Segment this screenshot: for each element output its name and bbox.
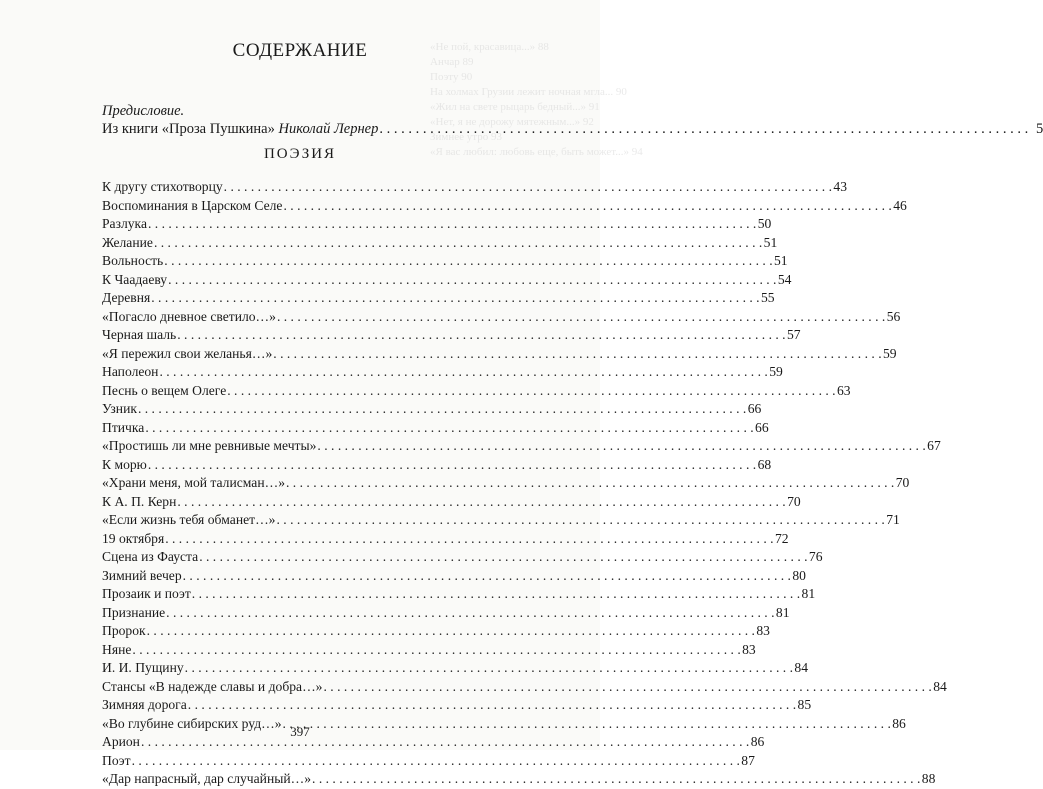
toc-entry-page: 86 [892, 715, 906, 731]
toc-entry [102, 382, 851, 401]
toc-entry-page: 59 [883, 345, 897, 361]
dot-leader [147, 622, 755, 641]
toc-entry [102, 400, 762, 419]
toc-entry-page: 51 [774, 253, 788, 268]
toc-entry-page: 56 [886, 308, 901, 324]
toc-entry-page: 76 [808, 549, 823, 564]
toc-entry-title: «Храни меня, мой талисман…» [102, 475, 285, 490]
preface-label: Предисловие. [102, 103, 185, 119]
dot-leader [227, 382, 835, 401]
toc-entry [102, 178, 847, 197]
toc-entry [102, 530, 789, 549]
bleed-through-line: «Я вас любил: любовь еще, быть может...» 94 [430, 146, 643, 158]
toc-entry [102, 604, 790, 623]
dot-leader [192, 585, 800, 604]
dot-leader [379, 120, 1028, 138]
toc-entry [102, 456, 772, 475]
dot-leader [164, 252, 772, 271]
toc-entry [102, 252, 788, 271]
toc-entry [102, 622, 770, 641]
toc-entry-page: 85 [797, 697, 812, 712]
section-title: ПОЭЗИЯ [263, 146, 337, 162]
page-title: СОДЕРЖАНИЕ [232, 40, 368, 61]
toc-entry-page: 83 [756, 623, 770, 638]
toc-entry-page: 63 [836, 382, 851, 398]
preface-page: 5 [1035, 121, 1043, 137]
toc-entry-page: 43 [833, 179, 847, 194]
dot-leader [148, 456, 756, 475]
toc-entry-page: 84 [933, 678, 947, 694]
toc-entry-title: Пророк [102, 623, 146, 638]
toc-entry-page: 67 [927, 438, 941, 453]
dot-leader [151, 289, 759, 308]
toc-entry [102, 659, 808, 678]
toc-entry-title: Песнь о вещем Олеге [102, 382, 227, 398]
toc-entry-page: 66 [747, 401, 762, 416]
toc-entry-title: Арион [102, 734, 140, 749]
bleed-through-line: «Не пой, красавица...» 88 [430, 41, 549, 53]
bleed-through-line: Зимнее утро 93 [430, 131, 502, 143]
toc-entry [102, 678, 947, 697]
toc-entry-page: 51 [763, 234, 778, 250]
toc-entry-title: Черная шаль [102, 327, 177, 342]
toc-entry-page: 84 [794, 660, 808, 675]
toc-entry [102, 696, 812, 715]
toc-entry-page: 81 [801, 586, 816, 601]
dot-leader [199, 548, 807, 567]
dot-leader [273, 345, 881, 364]
dot-leader [312, 770, 920, 789]
bleed-through-line: Поэту 90 [430, 71, 473, 83]
dot-leader [166, 604, 774, 623]
toc-entry-title: Вольность [102, 253, 164, 268]
dot-leader [132, 641, 740, 660]
toc-entry-page: 50 [757, 216, 772, 231]
toc-entry-page: 55 [760, 290, 775, 305]
toc-entry [102, 271, 792, 290]
toc-entry-title: Узник [102, 401, 137, 416]
preface-author: Николай Лернер [278, 121, 379, 137]
toc-entry [102, 493, 801, 512]
dot-leader [185, 659, 793, 678]
toc-entry-title: Сцена из Фауста [102, 549, 199, 564]
toc-entry-page: 59 [769, 364, 783, 379]
toc-entry-page: 83 [742, 641, 756, 657]
toc-entry-page: 46 [893, 197, 907, 213]
toc-entry [102, 215, 772, 234]
toc-entry-title: К морю [102, 456, 147, 472]
dot-leader [165, 530, 773, 549]
toc-entry-title: Прозаик и поэт [102, 586, 191, 601]
toc-entry-title: Птичка [102, 419, 145, 435]
toc-entry-page: 54 [777, 271, 792, 287]
dot-leader [138, 400, 746, 419]
toc-entry [102, 752, 755, 771]
toc-entry-page: 86 [750, 734, 765, 749]
toc-list [102, 178, 947, 789]
toc-entry-page: 87 [741, 752, 755, 768]
dot-leader [168, 271, 776, 290]
toc-entry-title: К А. П. Керн [102, 493, 177, 509]
toc-entry [102, 363, 783, 382]
toc-entry-title: Желание [102, 234, 153, 250]
toc-entry [102, 770, 936, 789]
dot-leader [286, 474, 894, 493]
preface-entry-text [102, 120, 378, 138]
dot-leader [145, 419, 753, 438]
toc-entry [102, 289, 775, 308]
toc-entry-title: Деревня [102, 290, 151, 305]
toc-entry-page: 81 [775, 604, 790, 620]
dot-leader [148, 215, 756, 234]
toc-entry [102, 197, 907, 216]
dot-leader [177, 493, 785, 512]
toc-entry [102, 641, 756, 660]
toc-entry-page: 71 [886, 512, 900, 527]
toc-entry [102, 345, 897, 364]
toc-entry-page: 57 [786, 327, 801, 342]
toc-entry-title: Зимняя дорога [102, 697, 187, 712]
toc-entry [102, 308, 901, 327]
toc-entry [102, 567, 806, 586]
toc-entry-title: «Простишь ли мне ревнивые мечты» [102, 438, 317, 453]
toc-entry [102, 419, 769, 438]
toc-entry [102, 511, 900, 530]
toc-entry [102, 585, 816, 604]
toc-entry-title: 19 октября [102, 530, 165, 546]
dot-leader [183, 567, 791, 586]
toc-entry-title: Стансы «В надежде славы и добра…» [102, 678, 323, 694]
toc-entry-title: И. И. Пущину [102, 660, 184, 675]
toc-entry-page: 88 [921, 771, 936, 786]
toc-entry-title: Поэт [102, 752, 131, 768]
bleed-through-line: На холмах Грузии лежит ночная мгла... 90 [430, 86, 627, 98]
dot-leader [188, 696, 796, 715]
toc-entry-title: Няне [102, 641, 132, 657]
toc-entry-page: 72 [774, 530, 789, 546]
toc-entry-page: 68 [757, 456, 772, 472]
toc-entry-title: «Во глубине сибирских руд…» [102, 715, 282, 731]
page-number: 397 [290, 724, 310, 739]
toc-entry-title: «Дар напрасный, дар случайный…» [102, 771, 312, 786]
bleed-through-line: Анчар 89 [430, 56, 474, 68]
preface-source: Из книги «Проза Пушкина» [102, 121, 275, 137]
dot-leader [323, 678, 931, 697]
toc-entry [102, 474, 910, 493]
toc-entry-title: Наполеон [102, 364, 159, 379]
bleed-through-line: «Жил на свете рыцарь бедный...» 91 [430, 101, 600, 113]
toc-entry-title: Признание [102, 604, 166, 620]
dot-leader [132, 752, 740, 771]
dot-leader [317, 437, 925, 456]
toc-entry-page: 70 [895, 475, 910, 490]
toc-entry-title: К Чаадаеву [102, 271, 168, 287]
dot-leader [224, 178, 832, 197]
toc-entry-title: «Я пережил свои желанья…» [102, 345, 273, 361]
toc-entry [102, 437, 941, 456]
bleed-through-line: «Нет, я не дорожу мятежным...» 92 [430, 116, 594, 128]
dot-leader [283, 197, 891, 216]
toc-entry-title: «Погасло дневное светило…» [102, 308, 276, 324]
toc-entry-title: К другу стихотворцу [102, 179, 223, 194]
toc-entry-title: Зимний вечер [102, 567, 182, 583]
toc-entry-title: «Если жизнь тебя обманет…» [102, 512, 276, 527]
toc-entry-page: 70 [787, 493, 801, 509]
dot-leader [177, 326, 785, 345]
toc-entry-page: 80 [792, 567, 806, 583]
toc-entry-page: 66 [755, 419, 769, 435]
dot-leader [154, 234, 762, 253]
toc-entry [102, 326, 801, 345]
toc-entry-title: Разлука [102, 216, 147, 231]
dot-leader [159, 363, 767, 382]
toc-entry-title: Воспоминания в Царском Селе [102, 197, 283, 213]
dot-leader [277, 308, 885, 327]
toc-entry [102, 548, 823, 567]
dot-leader [276, 511, 884, 530]
toc-entry [102, 234, 778, 253]
